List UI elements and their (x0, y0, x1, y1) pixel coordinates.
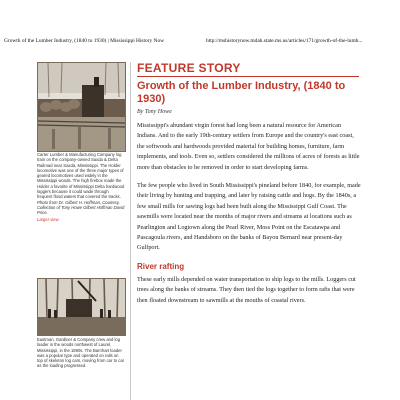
larger-view-link[interactable]: Larger view (37, 216, 59, 222)
print-header-url[interactable]: http://mshistorynow.mdah.state.ms.us/articles/171/growth-of-the-lumb... (206, 38, 363, 44)
article-paragraph: Mississippi's abundant virgin forest had long been a natural resource for American Indians. And to the early 19th-century settlers from Europe and the country's east coast, the softwoods and hardwoods provided material for building homes, furniture, farm implements, and tools. Even so, settlers considered the millions of acres of forests as little more than obstacles to be removed in order to start developing farms. (137, 122, 360, 171)
article-title: Growth of the Lumber Industry, (1840 to 1930) (137, 80, 346, 105)
section-heading: River rafting (137, 261, 185, 271)
caption-text: Eastman, Gardiner & Company crew and log loader in the woods northwest of Laurel, Mississippi, in the 1890s. The Barnhart loader was a popular type and operated on rails on top of skeleton log cars, moving from car to car as the loading progressed. (37, 337, 125, 369)
log-train-caption (37, 152, 125, 222)
article-body (137, 121, 361, 314)
caption-text: Carter Lumber & Manufacturing Company log train on the company-owned Saxda & Delta Railroad near Saxda, Mississippi. The Holder locomotive was one of the three major types of geared locomotives used widely in the Mississippi woods. The high firebox made the Holder a favorite of Mississippi Delta hardwood loggers because it could wade through frequent flood waters that covered the tracks. (37, 152, 125, 200)
article-byline: By Tony Howe (137, 109, 172, 115)
column-divider (130, 62, 131, 400)
article-paragraph: The few people who lived in South Mississippi's pineland before 1840, for example, made their living by hunting and trapping, and later by raising cattle and hogs. By the 1840s, a few small mills for sawing logs had been built along the Mississippi Gulf Coast. The sawmills were located near the months of major rivers and streams at locations such as Pearlington and Logtown along the Pearl River, Moss Point on the Escatawpa and Pascagoula rivers, and Handsboro on the banks of Bayou Bernard near present-day Gulfport. (137, 182, 361, 252)
page-print-header (0, 38, 400, 48)
feature-story-label: FEATURE STORY (137, 61, 241, 75)
log-loader-image (38, 279, 125, 335)
caption-credit: Photo from Dr. Gilbert H. Hoffman, Courtesy, Collection of Tony Howe Gilbert Hoffman David Price. (37, 199, 125, 216)
log-loader-caption (37, 337, 125, 369)
log-train-image (38, 63, 125, 151)
log-train-photo[interactable] (37, 62, 126, 152)
article-paragraph: These early mills depended on water transportation to ship logs to the mills. Loggers cut trees along the banks of streams. They then tied the logs together to form rafts that were then floated downstream to sawmills at the mouths of coastal rivers. (137, 275, 356, 304)
print-header-title: Growth of the Lumber Industry, (1840 to 1930) | Mississippi History Now (4, 38, 165, 44)
feature-underline (137, 76, 359, 77)
log-loader-photo[interactable] (37, 278, 126, 336)
